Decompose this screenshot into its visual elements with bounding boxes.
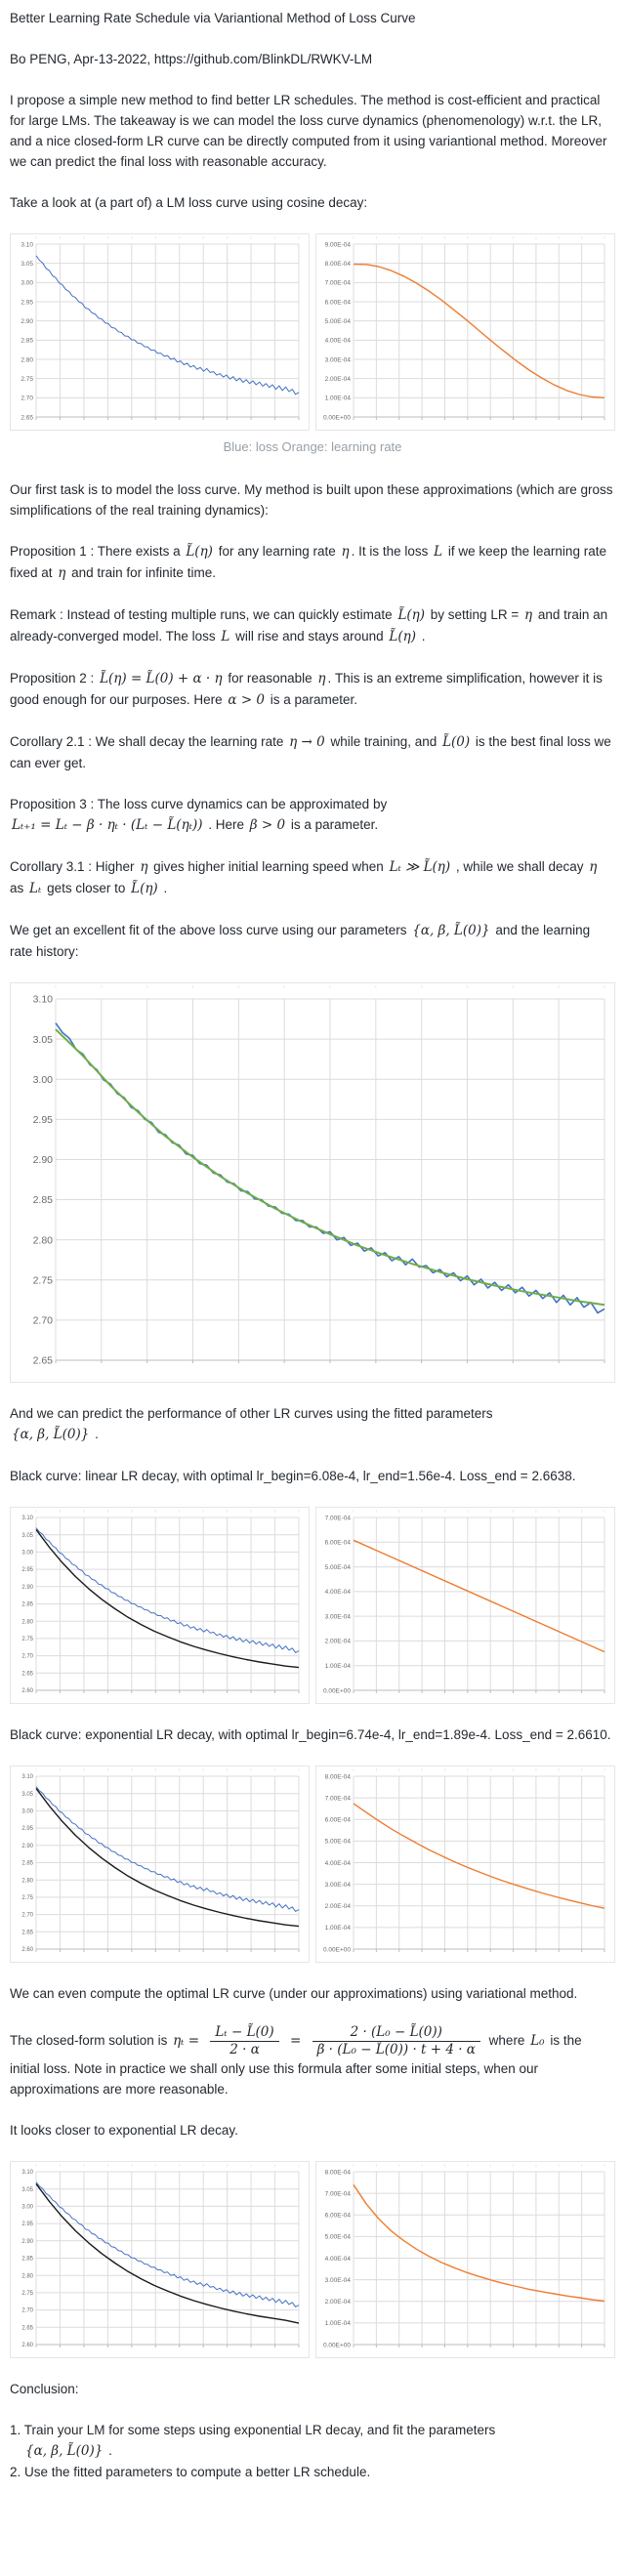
math-inline: Lₜ ≫ L̃(η): [389, 859, 451, 875]
byline: Bo PENG, Apr-13-2022, https://github.com/BlinkDL/RWKV-LM: [10, 52, 373, 66]
svg-text:4.00E-04: 4.00E-04: [324, 1859, 351, 1867]
math-inline: L̃(0): [442, 734, 471, 750]
svg-text:6.00E-04: 6.00E-04: [324, 2212, 351, 2220]
svg-text:3.00E-04: 3.00E-04: [324, 356, 351, 364]
svg-text:6.00E-04: 6.00E-04: [324, 1816, 351, 1824]
math-inline: Lₜ₊₁ = Lₜ − β · ηₜ · (Lₜ − L̃(ηₜ)): [12, 817, 203, 833]
chart-svg-loss-linear-pred: [11, 1508, 309, 1703]
chart-caption: Blue: loss Orange: learning rate: [223, 439, 402, 454]
svg-text:2.90: 2.90: [21, 2238, 33, 2245]
svg-text:2.90: 2.90: [21, 1584, 33, 1591]
math-inline: L: [434, 544, 443, 560]
svg-text:2.95: 2.95: [21, 1567, 33, 1574]
chart-svg-loss-cosine: [11, 234, 309, 430]
math-fraction: $\frac{\text{Lₜ − L̃(0)}}{2 \cdot \alpha}$: [208, 2024, 280, 2058]
math-inline: L̃(η): [186, 544, 213, 560]
svg-text:2.70: 2.70: [21, 395, 33, 402]
proposition-1: Proposition 1 : There exists a L̃(η) for any learning rate η . It is the loss L if we keep the learning rate fixed at η and train for infinite time.: [10, 544, 606, 581]
svg-text:7.00E-04: 7.00E-04: [324, 2190, 351, 2198]
chart-pair-variational: [10, 2161, 615, 2358]
svg-text:2.90: 2.90: [21, 317, 33, 325]
black-linear-line: Black curve: linear LR decay, with optimal lr_begin=6.08e-4, lr_end=1.56e-4. Loss_end = 2.6638.: [10, 1469, 576, 1483]
svg-text:3.10: 3.10: [21, 2169, 33, 2176]
intro-paragraph: I propose a simple new method to find better LR schedules. The method is cost-efficient and practical for large LMs. The takeaway is we can model the loss curve dynamics (phenomenology) w.r.t. the LR, and a nice closed-form LR curve can be directly computed from it using variantional method. Moreover we can predict the final loss with reasonable accuracy.: [10, 93, 607, 169]
svg-text:3.10: 3.10: [21, 1774, 33, 1781]
math-inline: {α, β, L̃(0)}: [412, 923, 490, 938]
corollary-2-1: Corollary 2.1 : We shall decay the learning rate η → 0 while training, and L̃(0) is the best final loss we can ever get.: [10, 734, 611, 770]
svg-text:2.70: 2.70: [21, 1653, 33, 1660]
svg-text:3.00: 3.00: [32, 1073, 53, 1086]
svg-text:3.00: 3.00: [21, 2204, 33, 2211]
math-inline: Lₜ: [29, 881, 42, 896]
svg-text:1.00E-04: 1.00E-04: [324, 2319, 351, 2327]
math-inline: =: [285, 2032, 306, 2049]
svg-text:3.00E-04: 3.00E-04: [324, 1613, 351, 1621]
corollary-3-1: Corollary 3.1 : Higher η gives higher initial learning speed when Lₜ ≫ L̃(η) , while we shall decay η as Lₜ gets closer to L̃(η) .: [10, 859, 598, 896]
svg-text:2.00E-04: 2.00E-04: [324, 2298, 351, 2306]
closed-form-paragraph: The closed-form solution is ηₜ = $\frac{\text{Lₜ − L̃(0)}}{2 \cdot \alpha}$ = $\frac{\text{2 · (L₀ − L̃(0))}}{\text{β · (L₀ − L̃(0)) · t + 4 · α}}$ where L₀ is the initial loss. Note in practice we shall only use this formula after some initial steps, when our approximations are more reasonable.: [10, 2024, 582, 2097]
proposition-3: Proposition 3 : The loss curve dynamics can be approximated by Lₜ₊₁ = Lₜ − β · ηₜ · (Lₜ − L̃(ηₜ)) . Here β > 0 is a parameter.: [10, 797, 388, 833]
svg-text:5.00E-04: 5.00E-04: [324, 2233, 351, 2241]
chart-loss-cosine: [10, 233, 310, 431]
chart-pair-cosine: [10, 233, 615, 431]
chart-svg-loss-exp-pred: [11, 1766, 309, 1962]
svg-text:2.60: 2.60: [21, 1688, 33, 1695]
svg-text:9.00E-04: 9.00E-04: [324, 241, 351, 249]
chart-svg-fit-overlay: [11, 983, 614, 1382]
svg-text:3.00E-04: 3.00E-04: [324, 1881, 351, 1889]
svg-text:4.00E-04: 4.00E-04: [324, 2255, 351, 2263]
svg-text:8.00E-04: 8.00E-04: [324, 260, 351, 268]
svg-text:2.00E-04: 2.00E-04: [324, 375, 351, 383]
svg-text:2.75: 2.75: [21, 2290, 33, 2297]
chart-lr-cosine: [315, 233, 615, 431]
svg-text:7.00E-04: 7.00E-04: [324, 279, 351, 287]
remark: Remark : Instead of testing multiple runs, we can quickly estimate L̃(η) by setting LR = η and train an already-converged model. The loss L will rise and stays around L̃(η) .: [10, 607, 608, 644]
svg-text:2.75: 2.75: [32, 1274, 53, 1287]
svg-text:2.65: 2.65: [21, 1671, 33, 1678]
math-inline: L̃(η): [131, 881, 158, 896]
svg-text:1.00E-04: 1.00E-04: [324, 1925, 351, 1932]
black-exponential-line: Black curve: exponential LR decay, with optimal lr_begin=6.74e-4, lr_end=1.89e-4. Loss_end = 2.6610.: [10, 1727, 611, 1742]
svg-text:2.85: 2.85: [21, 1860, 33, 1867]
chart-svg-loss-variational-pred: [11, 2162, 309, 2357]
svg-text:8.00E-04: 8.00E-04: [324, 2169, 351, 2177]
chart-fit-overlay: [10, 982, 615, 1383]
svg-text:2.65: 2.65: [21, 1930, 33, 1936]
svg-text:2.65: 2.65: [21, 2325, 33, 2332]
svg-text:5.00E-04: 5.00E-04: [324, 1838, 351, 1846]
svg-text:2.85: 2.85: [21, 2256, 33, 2263]
svg-text:0.00E+00: 0.00E+00: [322, 414, 351, 422]
chart-lr-variational: [315, 2161, 615, 2358]
chart-svg-lr-exp: [316, 1766, 614, 1962]
conclusion-title: Conclusion:: [10, 2381, 79, 2396]
svg-text:2.90: 2.90: [21, 1843, 33, 1849]
conclusion-list: [10, 2420, 615, 2482]
svg-text:3.05: 3.05: [32, 1033, 53, 1046]
looks-closer-line: It looks closer to exponential LR decay.: [10, 2122, 238, 2138]
svg-text:2.95: 2.95: [21, 299, 33, 307]
proposition-2: Proposition 2 : L̃(η) = L̃(0) + α · η for reasonable η . This is an extreme simplification, however it is good enough for our purposes. Here α > 0 is a parameter.: [10, 671, 603, 708]
svg-text:1.00E-04: 1.00E-04: [324, 395, 351, 402]
svg-text:2.85: 2.85: [21, 1601, 33, 1608]
svg-text:2.60: 2.60: [21, 1947, 33, 1954]
math-inline: η: [140, 859, 148, 875]
chart-svg-lr-variational: [316, 2162, 614, 2357]
svg-text:8.00E-04: 8.00E-04: [324, 1773, 351, 1781]
predict-paragraph: And we can predict the performance of other LR curves using the fitted parameters {α, β, L̃(0)} .: [10, 1406, 493, 1442]
svg-text:2.85: 2.85: [21, 337, 33, 345]
math-inline: η: [523, 607, 533, 623]
math-inline: L₀: [530, 2032, 545, 2049]
math-inline: L̃(η): [397, 607, 426, 623]
conclusion-item-2: 2. Use the fitted parameters to compute a better LR schedule.: [10, 2464, 371, 2479]
svg-text:2.85: 2.85: [32, 1194, 53, 1207]
math-inline: η: [317, 671, 326, 686]
svg-text:0.00E+00: 0.00E+00: [322, 1687, 351, 1695]
math-inline: η: [341, 544, 350, 560]
chart-loss-linear-pred: [10, 1507, 310, 1704]
svg-text:2.70: 2.70: [21, 1912, 33, 1919]
math-inline: L̃(η): [389, 629, 417, 644]
math-inline: {α, β, L̃(0)}: [12, 1427, 90, 1442]
math-inline: L: [221, 629, 230, 644]
chart-loss-variational-pred: [10, 2161, 310, 2358]
svg-text:6.00E-04: 6.00E-04: [324, 1539, 351, 1547]
svg-text:2.65: 2.65: [21, 414, 33, 422]
conclusion-item-1: 1. Train your LM for some steps using exponential LR decay, and fit the parameters {α, β, L̃(0)} .: [10, 2422, 496, 2459]
first-task-paragraph: Our first task is to model the loss curve. My method is built upon these approximations (which are gross simplifications of the real training dynamics):: [10, 482, 613, 518]
excellent-fit-paragraph: We get an excellent fit of the above loss curve using our parameters {α, β, L̃(0)} and the learning rate history:: [10, 923, 591, 959]
svg-text:3.05: 3.05: [21, 1532, 33, 1539]
math-inline: η: [58, 565, 66, 581]
svg-text:5.00E-04: 5.00E-04: [324, 317, 351, 325]
chart-loss-exp-pred: [10, 1766, 310, 1963]
math-inline: η: [589, 859, 598, 875]
chart-svg-lr-cosine: [316, 234, 614, 430]
svg-text:2.00E-04: 2.00E-04: [324, 1638, 351, 1645]
svg-text:2.95: 2.95: [32, 1114, 53, 1127]
svg-text:2.75: 2.75: [21, 1637, 33, 1642]
svg-text:3.05: 3.05: [21, 1791, 33, 1798]
svg-text:2.80: 2.80: [21, 1619, 33, 1626]
svg-text:4.00E-04: 4.00E-04: [324, 1589, 351, 1597]
svg-text:2.80: 2.80: [21, 356, 33, 364]
svg-text:3.05: 3.05: [21, 2186, 33, 2193]
svg-text:2.95: 2.95: [21, 2221, 33, 2227]
svg-text:2.80: 2.80: [21, 1878, 33, 1885]
svg-text:3.10: 3.10: [32, 993, 53, 1006]
svg-text:3.10: 3.10: [21, 1516, 33, 1522]
svg-text:1.00E-04: 1.00E-04: [324, 1662, 351, 1670]
svg-text:2.70: 2.70: [32, 1314, 53, 1327]
svg-text:2.00E-04: 2.00E-04: [324, 1903, 351, 1911]
svg-text:7.00E-04: 7.00E-04: [324, 1795, 351, 1803]
chart-lr-exp: [315, 1766, 615, 1963]
chart-svg-lr-linear: [316, 1508, 614, 1703]
svg-text:3.00: 3.00: [21, 1808, 33, 1815]
svg-text:5.00E-04: 5.00E-04: [324, 1563, 351, 1571]
chart-lr-linear: [315, 1507, 615, 1704]
math-inline: ηₜ =: [173, 2032, 204, 2049]
page-title: Better Learning Rate Schedule via Variantional Method of Loss Curve: [10, 11, 416, 25]
svg-text:3.10: 3.10: [21, 241, 33, 249]
svg-text:2.70: 2.70: [21, 2307, 33, 2314]
chart-pair-exponential: [10, 1766, 615, 1963]
svg-text:2.60: 2.60: [21, 2342, 33, 2348]
svg-text:3.00E-04: 3.00E-04: [324, 2276, 351, 2284]
svg-text:0.00E+00: 0.00E+00: [322, 1946, 351, 1954]
svg-text:3.00: 3.00: [21, 279, 33, 287]
svg-text:2.75: 2.75: [21, 375, 33, 383]
svg-text:2.95: 2.95: [21, 1826, 33, 1833]
math-inline: {α, β, L̃(0)}: [25, 2442, 104, 2459]
math-inline: α > 0: [228, 692, 266, 708]
svg-text:4.00E-04: 4.00E-04: [324, 337, 351, 345]
math-inline: η → 0: [289, 734, 325, 750]
chart-pair-linear: [10, 1507, 615, 1704]
svg-text:3.00: 3.00: [21, 1550, 33, 1557]
svg-text:2.75: 2.75: [21, 1895, 33, 1901]
compute-optimal-paragraph: We can even compute the optimal LR curve (under our approximations) using variational method.: [10, 1986, 578, 2001]
math-inline: β > 0: [249, 817, 286, 833]
svg-text:2.80: 2.80: [21, 2273, 33, 2280]
svg-text:0.00E+00: 0.00E+00: [322, 2342, 351, 2349]
svg-text:6.00E-04: 6.00E-04: [324, 299, 351, 307]
svg-text:2.90: 2.90: [32, 1154, 53, 1167]
svg-text:2.65: 2.65: [32, 1354, 53, 1367]
take-a-look-line: Take a look at (a part of) a LM loss curve using cosine decay:: [10, 195, 368, 210]
math-fraction: $\frac{\text{2 · (L₀ − L̃(0))}}{\text{β · (L₀ − L̃(0)) · t + 4 · α}}$: [311, 2024, 482, 2058]
svg-text:3.05: 3.05: [21, 260, 33, 268]
svg-text:2.80: 2.80: [32, 1234, 53, 1247]
math-inline: L̃(η) = L̃(0) + α · η: [100, 671, 223, 686]
svg-text:7.00E-04: 7.00E-04: [324, 1515, 351, 1522]
